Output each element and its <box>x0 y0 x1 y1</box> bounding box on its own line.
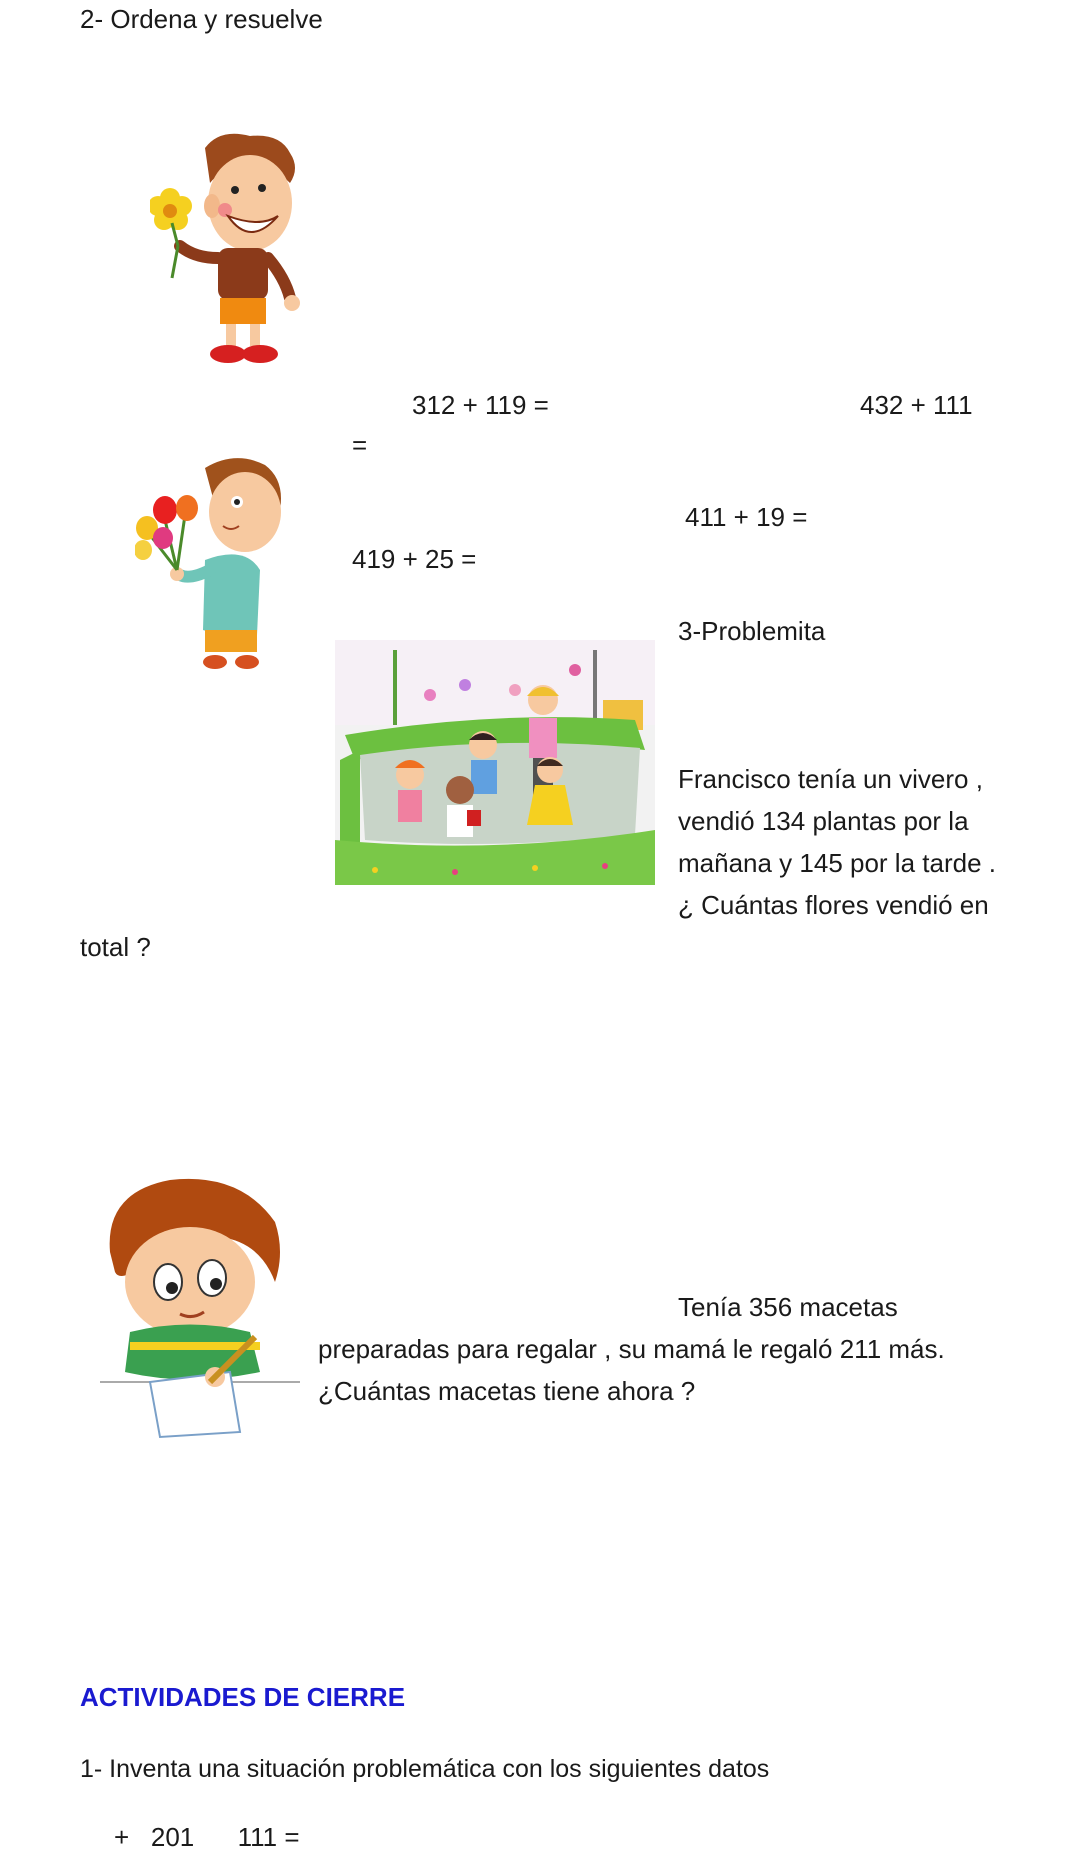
section-title-ordena: 2- Ordena y resuelve <box>80 4 323 34</box>
problem1-line2: vendió 134 plantas por la <box>678 806 969 836</box>
problem2-line2: preparadas para regalar , su mamá le regaló 211 más. <box>318 1334 945 1364</box>
operation-312-119: 312 + 119 = <box>412 390 549 420</box>
problem2-line3: ¿Cuántas macetas tiene ahora ? <box>318 1376 696 1406</box>
boy-with-flower-illustration <box>150 128 320 373</box>
problem1-line5: total ? <box>80 932 151 962</box>
problem1-line1: Francisco tenía un vivero , <box>678 764 983 794</box>
operation-432-111: 432 + 111 <box>860 390 973 420</box>
section-title-problemita: 3-Problemita <box>678 616 826 646</box>
boy-smelling-flowers-illustration <box>135 450 305 675</box>
problem1-line3: mañana y 145 por la tarde . <box>678 848 996 878</box>
boy-writing-illustration <box>100 1172 300 1447</box>
problem1-line4: ¿ Cuántas flores vendió en <box>678 890 989 920</box>
closing-activities-heading: ACTIVIDADES DE CIERRE <box>80 1682 406 1712</box>
problem2-line1: Tenía 356 macetas <box>678 1292 898 1322</box>
closing-task-1: 1- Inventa una situación problemática con los siguientes datos <box>80 1755 770 1783</box>
closing-data-line: + 201 111 = <box>114 1822 300 1852</box>
operation-411-19: 411 + 19 = <box>685 502 808 532</box>
children-in-garden-illustration <box>335 640 655 885</box>
operation-419-25: 419 + 25 = <box>352 544 477 574</box>
operation-equals-sign: = <box>352 430 368 460</box>
